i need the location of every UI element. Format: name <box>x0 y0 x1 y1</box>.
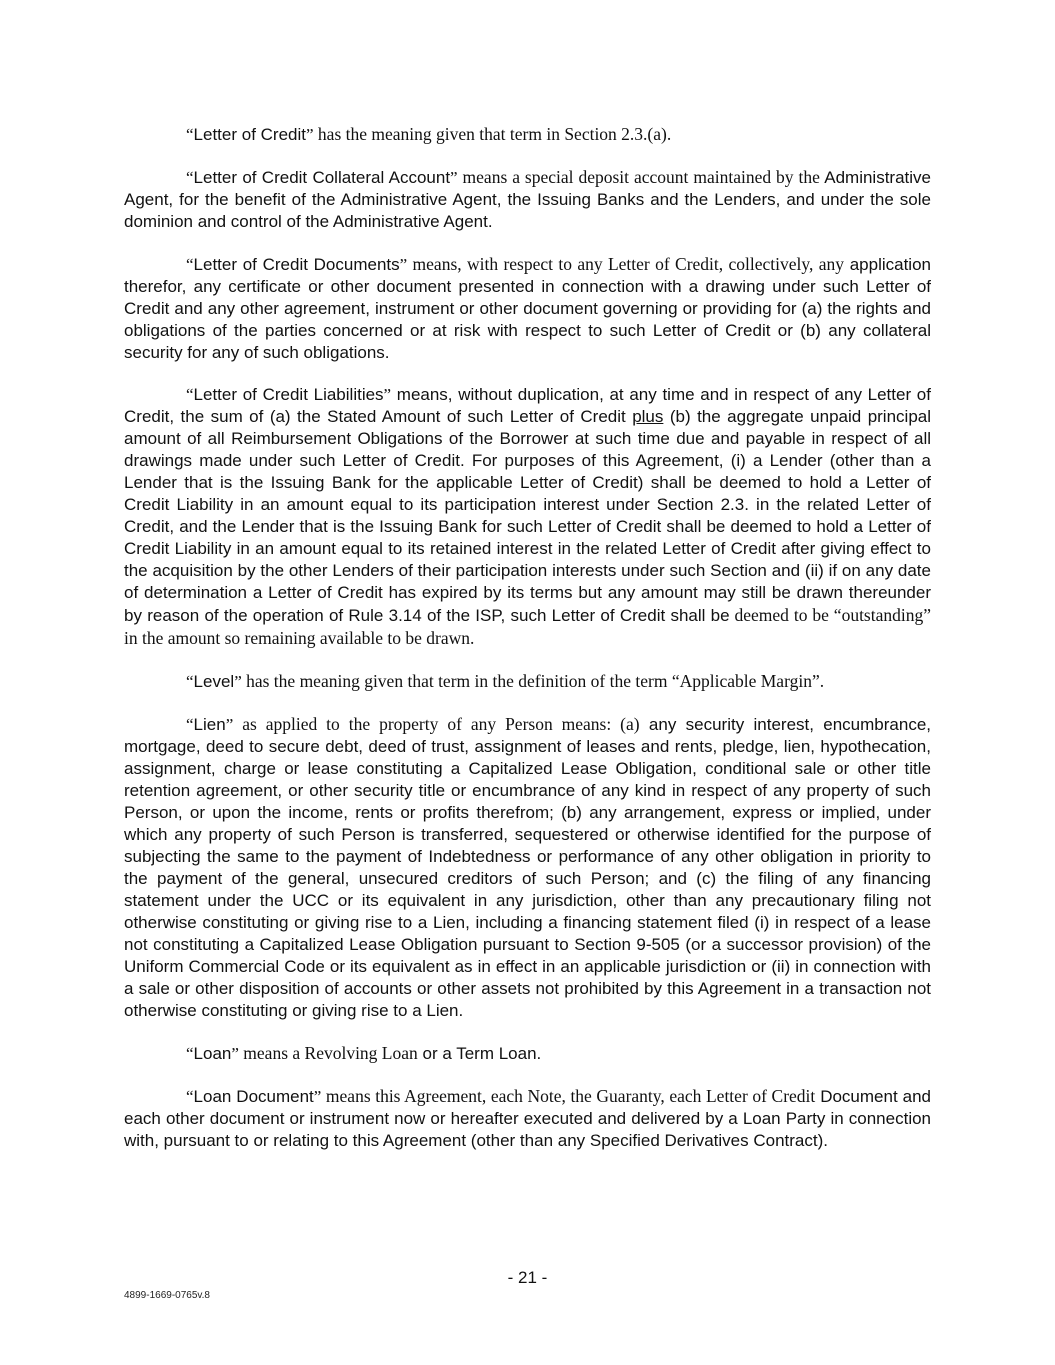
close-quote: ” <box>225 715 234 734</box>
definition-level <box>124 670 931 693</box>
definitions-section <box>124 123 931 1172</box>
defined-term: Letter of Credit <box>193 125 306 144</box>
definition-letter-of-credit-documents <box>124 253 931 364</box>
open-quote: “ <box>186 1044 194 1063</box>
close-quote: ” <box>231 1044 239 1063</box>
definition-text-cont: or a Term Loan. <box>417 1044 542 1063</box>
underlined-plus: plus <box>632 407 664 426</box>
defined-term: Letter of Credit Collateral Account <box>193 168 451 187</box>
definition-text: means, with respect to any Letter of Credit, collectively, any <box>407 254 844 274</box>
definition-loan-document <box>124 1085 931 1152</box>
close-quote: ” <box>383 385 392 404</box>
definition-text-cont: (b) the aggregate unpaid principal amount of all Reimbursement Obligations of the Borrower at such time due and payable in respect of all drawings made under such Letter of Credit. For purposes of this Agreement, (i) a Lender (other than a Lender that is the Issuing Bank for the applicable Letter of Credit) shall be deemed to hold a Letter of Credit Liability in an amount equal to its participation interest under Section 2.3. in the related Letter of Credit, and the Lender that is the Issuing Bank for such Letter of Credit shall be deemed to hold a Letter of Credit Liability in an amount equal to its retained interest in the related Letter of Credit after giving effect to the acquisition by the other Lenders of their participation interests under such Section and (ii) if on any date of determination a Letter of Credit has expired by its terms but any amount may still be drawn thereunder by reason of the operation of Rule 3.14 of the ISP, such Letter of Credit shall be <box>124 407 932 625</box>
definition-text: as applied to the property of any Person means: (a) <box>233 714 640 734</box>
definition-text: means a special deposit account maintained by the <box>457 167 820 187</box>
definition-letter-of-credit-liabilities <box>124 384 931 650</box>
open-quote: “ <box>186 1087 194 1106</box>
definition-letter-of-credit-collateral-account <box>124 166 931 233</box>
definition-text: has the meaning given that term in Section 2.3.(a). <box>313 124 672 144</box>
definition-text: means, without duplication, at any time and in respect of any Letter of Credit, the sum of (a) the Stated Amount of such Letter of Credit <box>124 385 931 426</box>
document-id: 4899-1669-0765v.8 <box>124 1290 210 1301</box>
defined-term: Loan Document <box>193 1087 314 1106</box>
close-quote: ” <box>234 672 242 691</box>
definition-lien <box>124 713 931 1022</box>
definition-text: means a Revolving Loan <box>238 1043 418 1063</box>
close-quote: ” <box>306 125 314 144</box>
definition-loan <box>124 1042 931 1065</box>
defined-term: Loan <box>193 1044 232 1063</box>
definition-text-cont: Document and each other document or instrument now or hereafter executed and delivered by a Loan Party in connection with, pursuant to or relating to this Agreement (other than any Specified Derivatives Contract). <box>124 1087 931 1150</box>
defined-term: Letter of Credit Liabilities <box>193 385 384 404</box>
defined-term: Letter of Credit Documents <box>193 255 400 274</box>
open-quote: “ <box>186 672 194 691</box>
close-quote: ” <box>450 168 458 187</box>
definition-text-cont: any security interest, encumbrance, mortgage, deed to secure debt, deed of trust, assignment of leases and rents, pledge, lien, hypothecation, assignment, charge or lease constituting a Capitalized Lease Obligation, conditional sale or other title retention agreement, or other security title or encumbrance of any kind in respect of any property of such Person, or upon the income, rents or profits therefrom; (b) any arrangement, express or implied, under which any property of such Person is transferred, sequestered or otherwise identified for the purpose of subjecting the same to the payment of Indebtedness or performance of any other obligation in priority to the payment of the general, unsecured creditors of such Person; and (c) the filing of any financing statement under the UCC or its equivalent in any jurisdiction, other than any precautionary filing not otherwise constituting or giving rise to a Lien, including a financing statement filed (i) in respect of a lease not constituting a Capitalized Lease Obligation pursuant to Section 9-505 (or a successor provision) of the Uniform Commercial Code or its equivalent as in effect in an applicable jurisdiction or (ii) in connection with a sale or other disposition of accounts or other assets not prohibited by this Agreement in a transaction not otherwise constituting or giving rise to a Lien. <box>124 715 931 1020</box>
open-quote: “ <box>186 385 194 404</box>
definition-text-cont: Administrative Agent, for the benefit of the Administrative Agent, the Issuing Banks and the Lenders, and under the sole dominion and control of the Administrative Agent. <box>124 168 931 231</box>
definition-text: means this Agreement, each Note, the Guaranty, each Letter of Credit <box>321 1086 816 1106</box>
open-quote: “ <box>186 125 194 144</box>
open-quote: “ <box>186 715 194 734</box>
definition-letter-of-credit <box>124 123 931 146</box>
defined-term: Level <box>193 672 235 691</box>
open-quote: “ <box>186 168 194 187</box>
defined-term: Lien <box>193 715 226 734</box>
open-quote: “ <box>186 255 194 274</box>
close-quote: ” <box>399 255 408 274</box>
page-number: - 21 - <box>507 1268 548 1287</box>
definition-text-cont: application therefor, any certificate or other document presented in connection with a drawing under such Letter of Credit and any other agreement, instrument or other document governing or providing for (a) the rights and obligations of the parties concerned or at risk with respect to such Letter of Credit or (b) any collateral security for any of such obligations. <box>124 255 931 362</box>
definition-text: has the meaning given that term in the definition of the term “Applicable Margin”. <box>241 671 825 691</box>
close-quote: ” <box>313 1087 322 1106</box>
definition-text-tail: deemed to be “outstanding” in the amount so remaining available to be drawn. <box>124 605 931 648</box>
